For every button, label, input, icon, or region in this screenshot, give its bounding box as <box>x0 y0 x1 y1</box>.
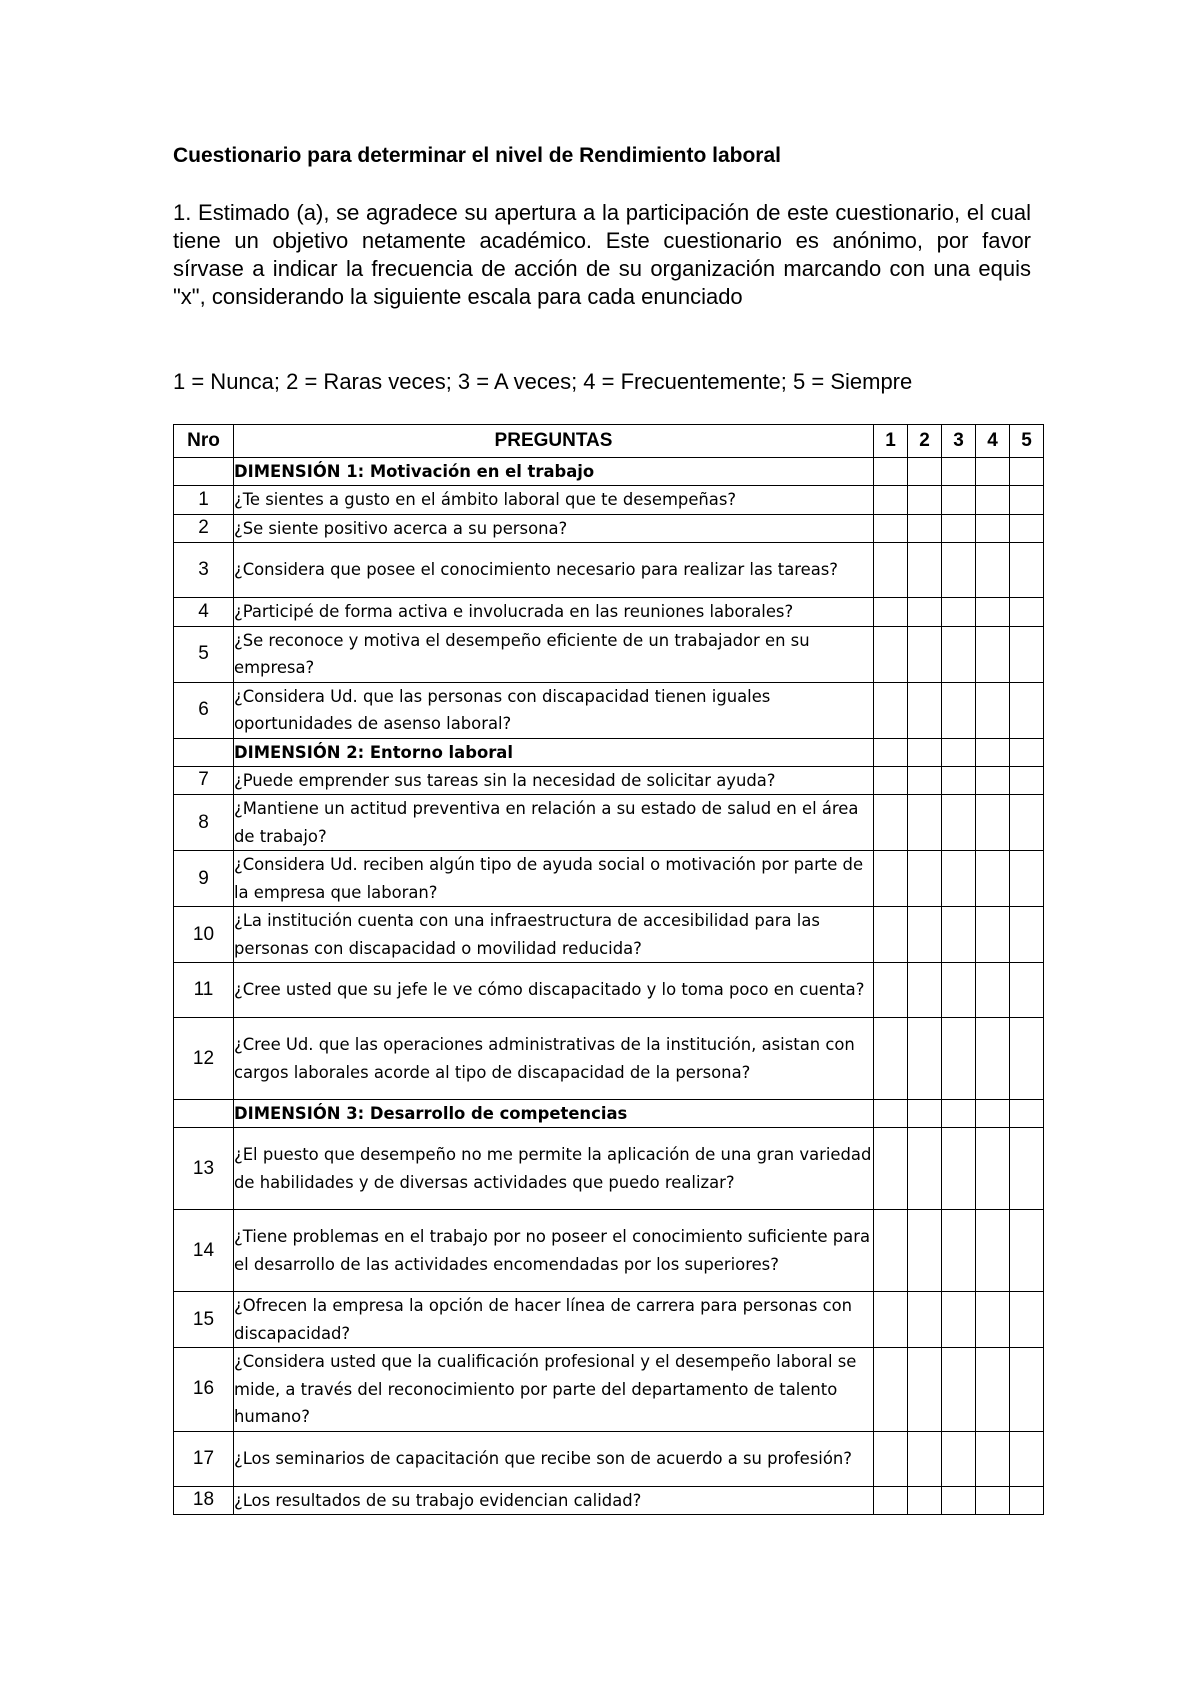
answer-cell-3[interactable] <box>942 682 976 738</box>
answer-cell-3[interactable] <box>942 795 976 851</box>
table-row <box>174 486 1044 515</box>
answer-cell-5[interactable] <box>1010 543 1044 598</box>
answer-cell-1[interactable] <box>874 851 908 907</box>
question-text: ¿Considera que posee el conocimiento necesario para realizar las tareas? <box>234 543 874 598</box>
question-number: 11 <box>174 963 234 1018</box>
table-row <box>174 963 1044 1018</box>
answer-cell-3[interactable] <box>942 1348 976 1432</box>
question-number: 2 <box>174 514 234 543</box>
answer-cell-5 <box>1010 458 1044 486</box>
answer-cell-4[interactable] <box>976 1210 1010 1292</box>
answer-cell-4[interactable] <box>976 1486 1010 1515</box>
question-number: 10 <box>174 907 234 963</box>
question-number: 4 <box>174 598 234 627</box>
answer-cell-1[interactable] <box>874 486 908 515</box>
table-row <box>174 682 1044 738</box>
question-number: 8 <box>174 795 234 851</box>
answer-cell-1[interactable] <box>874 1292 908 1348</box>
answer-cell-1 <box>874 458 908 486</box>
answer-cell-1[interactable] <box>874 514 908 543</box>
answer-cell-2[interactable] <box>908 543 942 598</box>
dimension-title: DIMENSIÓN 1: Motivación en el trabajo <box>234 458 874 486</box>
answer-cell-3[interactable] <box>942 1431 976 1486</box>
dimension-nro-cell <box>174 458 234 486</box>
answer-cell-2[interactable] <box>908 1431 942 1486</box>
header-nro: Nro <box>174 425 234 458</box>
answer-cell-5[interactable] <box>1010 795 1044 851</box>
answer-cell-1[interactable] <box>874 1128 908 1210</box>
answer-cell-5[interactable] <box>1010 851 1044 907</box>
intro-paragraph: 1. Estimado (a), se agradece su apertura a la participación de este cuestionario, el cual tiene un objetivo netamente académico. Este cuestionario es anónimo, por favor sírvase a indicar la frecuencia de acción de su organización marcando con una equis "x", considerando la siguiente escala para cada enunciado <box>173 200 1031 309</box>
answer-cell-5[interactable] <box>1010 1348 1044 1432</box>
header-option-2: 2 <box>908 425 942 458</box>
header-option-1: 1 <box>874 425 908 458</box>
table-row <box>174 1210 1044 1292</box>
answer-cell-5[interactable] <box>1010 1431 1044 1486</box>
table-header-row <box>174 425 1044 458</box>
question-number: 6 <box>174 682 234 738</box>
question-text: ¿Se reconoce y motiva el desempeño eficiente de un trabajador en su empresa? <box>234 626 874 682</box>
question-text: ¿Cree Ud. que las operaciones administrativas de la institución, asistan con cargos laborales acorde al tipo de discapacidad de la persona? <box>234 1018 874 1100</box>
answer-cell-2 <box>908 458 942 486</box>
table-row <box>174 543 1044 598</box>
answer-cell-2[interactable] <box>908 766 942 795</box>
answer-cell-1[interactable] <box>874 1348 908 1432</box>
table-row <box>174 851 1044 907</box>
answer-cell-1[interactable] <box>874 626 908 682</box>
answer-cell-5[interactable] <box>1010 907 1044 963</box>
answer-cell-5[interactable] <box>1010 598 1044 627</box>
dimension-row <box>174 1100 1044 1128</box>
answer-cell-2 <box>908 738 942 766</box>
answer-cell-5[interactable] <box>1010 486 1044 515</box>
answer-cell-2[interactable] <box>908 598 942 627</box>
answer-cell-5[interactable] <box>1010 1128 1044 1210</box>
answer-cell-3[interactable] <box>942 486 976 515</box>
answer-cell-2[interactable] <box>908 626 942 682</box>
answer-cell-2[interactable] <box>908 1486 942 1515</box>
answer-cell-5 <box>1010 738 1044 766</box>
answer-cell-4 <box>976 458 1010 486</box>
answer-cell-4[interactable] <box>976 766 1010 795</box>
answer-cell-5[interactable] <box>1010 1018 1044 1100</box>
table-row <box>174 766 1044 795</box>
dimension-row <box>174 738 1044 766</box>
answer-cell-2[interactable] <box>908 1348 942 1432</box>
answer-cell-2[interactable] <box>908 795 942 851</box>
answer-cell-3[interactable] <box>942 963 976 1018</box>
answer-cell-2 <box>908 1100 942 1128</box>
answer-cell-1[interactable] <box>874 1486 908 1515</box>
table-row <box>174 1018 1044 1100</box>
table-row <box>174 1431 1044 1486</box>
answer-cell-5[interactable] <box>1010 682 1044 738</box>
question-number: 1 <box>174 486 234 515</box>
question-text: ¿Te sientes a gusto en el ámbito laboral que te desempeñas? <box>234 486 874 515</box>
answer-cell-2[interactable] <box>908 1128 942 1210</box>
answer-cell-4[interactable] <box>976 1128 1010 1210</box>
answer-cell-4[interactable] <box>976 1018 1010 1100</box>
answer-cell-2[interactable] <box>908 1018 942 1100</box>
dimension-nro-cell <box>174 1100 234 1128</box>
header-option-5: 5 <box>1010 425 1044 458</box>
answer-cell-5[interactable] <box>1010 1292 1044 1348</box>
answer-cell-3[interactable] <box>942 907 976 963</box>
answer-cell-3[interactable] <box>942 1210 976 1292</box>
answer-cell-3[interactable] <box>942 766 976 795</box>
answer-cell-3 <box>942 1100 976 1128</box>
question-text: ¿Los seminarios de capacitación que recibe son de acuerdo a su profesión? <box>234 1431 874 1486</box>
answer-cell-1[interactable] <box>874 795 908 851</box>
answer-cell-5[interactable] <box>1010 963 1044 1018</box>
answer-cell-5[interactable] <box>1010 514 1044 543</box>
table-row <box>174 626 1044 682</box>
question-number: 18 <box>174 1486 234 1515</box>
question-number: 9 <box>174 851 234 907</box>
answer-cell-1[interactable] <box>874 1431 908 1486</box>
answer-cell-5[interactable] <box>1010 766 1044 795</box>
table-row <box>174 795 1044 851</box>
answer-cell-4[interactable] <box>976 682 1010 738</box>
question-text: ¿Mantiene un actitud preventiva en relación a su estado de salud en el área de trabajo? <box>234 795 874 851</box>
answer-cell-5[interactable] <box>1010 626 1044 682</box>
question-text: ¿Considera Ud. que las personas con discapacidad tienen iguales oportunidades de asenso laboral? <box>234 682 874 738</box>
answer-cell-3[interactable] <box>942 1292 976 1348</box>
rating-scale-legend: 1 = Nunca; 2 = Raras veces; 3 = A veces; 4 = Frecuentemente; 5 = Siempre <box>173 369 913 394</box>
answer-cell-1[interactable] <box>874 1210 908 1292</box>
question-number: 3 <box>174 543 234 598</box>
answer-cell-1[interactable] <box>874 766 908 795</box>
table-row <box>174 1128 1044 1210</box>
answer-cell-1[interactable] <box>874 1018 908 1100</box>
answer-cell-2[interactable] <box>908 486 942 515</box>
question-number: 13 <box>174 1128 234 1210</box>
table-row <box>174 598 1044 627</box>
answer-cell-4 <box>976 1100 1010 1128</box>
question-text: ¿Considera Ud. reciben algún tipo de ayuda social o motivación por parte de la empresa que laboran? <box>234 851 874 907</box>
question-number: 15 <box>174 1292 234 1348</box>
answer-cell-5[interactable] <box>1010 1486 1044 1515</box>
table-row <box>174 1486 1044 1515</box>
answer-cell-4 <box>976 738 1010 766</box>
question-text: ¿Se siente positivo acerca a su persona? <box>234 514 874 543</box>
answer-cell-3[interactable] <box>942 543 976 598</box>
answer-cell-4[interactable] <box>976 543 1010 598</box>
question-text: ¿Puede emprender sus tareas sin la necesidad de solicitar ayuda? <box>234 766 874 795</box>
dimension-nro-cell <box>174 738 234 766</box>
answer-cell-2[interactable] <box>908 963 942 1018</box>
question-number: 16 <box>174 1348 234 1432</box>
answer-cell-2[interactable] <box>908 907 942 963</box>
answer-cell-3 <box>942 458 976 486</box>
answer-cell-4[interactable] <box>976 598 1010 627</box>
answer-cell-4[interactable] <box>976 1348 1010 1432</box>
answer-cell-4[interactable] <box>976 1431 1010 1486</box>
answer-cell-1[interactable] <box>874 682 908 738</box>
questions-table <box>173 424 1044 1515</box>
answer-cell-2[interactable] <box>908 514 942 543</box>
answer-cell-1 <box>874 738 908 766</box>
table-row <box>174 1348 1044 1432</box>
answer-cell-3[interactable] <box>942 851 976 907</box>
answer-cell-4[interactable] <box>976 514 1010 543</box>
answer-cell-1[interactable] <box>874 543 908 598</box>
answer-cell-4[interactable] <box>976 626 1010 682</box>
question-number: 5 <box>174 626 234 682</box>
table-row <box>174 907 1044 963</box>
dimension-title: DIMENSIÓN 3: Desarrollo de competencias <box>234 1100 874 1128</box>
question-text: ¿La institución cuenta con una infraestructura de accesibilidad para las personas con discapacidad o movilidad reducida? <box>234 907 874 963</box>
answer-cell-2[interactable] <box>908 1292 942 1348</box>
answer-cell-1[interactable] <box>874 598 908 627</box>
header-option-4: 4 <box>976 425 1010 458</box>
answer-cell-2[interactable] <box>908 682 942 738</box>
question-number: 12 <box>174 1018 234 1100</box>
table-row <box>174 1292 1044 1348</box>
answer-cell-5 <box>1010 1100 1044 1128</box>
question-text: ¿Cree usted que su jefe le ve cómo discapacitado y lo toma poco en cuenta? <box>234 963 874 1018</box>
question-text: ¿Los resultados de su trabajo evidencian calidad? <box>234 1486 874 1515</box>
answer-cell-3 <box>942 738 976 766</box>
answer-cell-5[interactable] <box>1010 1210 1044 1292</box>
header-preguntas: PREGUNTAS <box>234 425 874 458</box>
answer-cell-4[interactable] <box>976 795 1010 851</box>
answer-cell-1[interactable] <box>874 907 908 963</box>
header-option-3: 3 <box>942 425 976 458</box>
answer-cell-4[interactable] <box>976 486 1010 515</box>
question-text: ¿Tiene problemas en el trabajo por no poseer el conocimiento suficiente para el desarrollo de las actividades encomendadas por los superiores? <box>234 1210 874 1292</box>
answer-cell-3[interactable] <box>942 598 976 627</box>
answer-cell-2[interactable] <box>908 851 942 907</box>
question-text: ¿El puesto que desempeño no me permite la aplicación de una gran variedad de habilidades y de diversas actividades que puedo realizar? <box>234 1128 874 1210</box>
answer-cell-4[interactable] <box>976 1292 1010 1348</box>
answer-cell-4[interactable] <box>976 907 1010 963</box>
answer-cell-4[interactable] <box>976 851 1010 907</box>
answer-cell-3[interactable] <box>942 626 976 682</box>
question-number: 17 <box>174 1431 234 1486</box>
answer-cell-1[interactable] <box>874 963 908 1018</box>
answer-cell-3[interactable] <box>942 1018 976 1100</box>
answer-cell-2[interactable] <box>908 1210 942 1292</box>
answer-cell-3[interactable] <box>942 1486 976 1515</box>
question-text: ¿Considera usted que la cualificación profesional y el desempeño laboral se mide, a través del reconocimiento por parte del departamento de talento humano? <box>234 1348 874 1432</box>
question-text: ¿Participé de forma activa e involucrada en las reuniones laborales? <box>234 598 874 627</box>
document-title: Cuestionario para determinar el nivel de Rendimiento laboral <box>173 144 781 167</box>
dimension-title: DIMENSIÓN 2: Entorno laboral <box>234 738 874 766</box>
answer-cell-4[interactable] <box>976 963 1010 1018</box>
answer-cell-1 <box>874 1100 908 1128</box>
question-text: ¿Ofrecen la empresa la opción de hacer línea de carrera para personas con discapacidad? <box>234 1292 874 1348</box>
question-number: 7 <box>174 766 234 795</box>
answer-cell-3[interactable] <box>942 514 976 543</box>
table-row <box>174 514 1044 543</box>
question-number: 14 <box>174 1210 234 1292</box>
dimension-row <box>174 458 1044 486</box>
answer-cell-3[interactable] <box>942 1128 976 1210</box>
